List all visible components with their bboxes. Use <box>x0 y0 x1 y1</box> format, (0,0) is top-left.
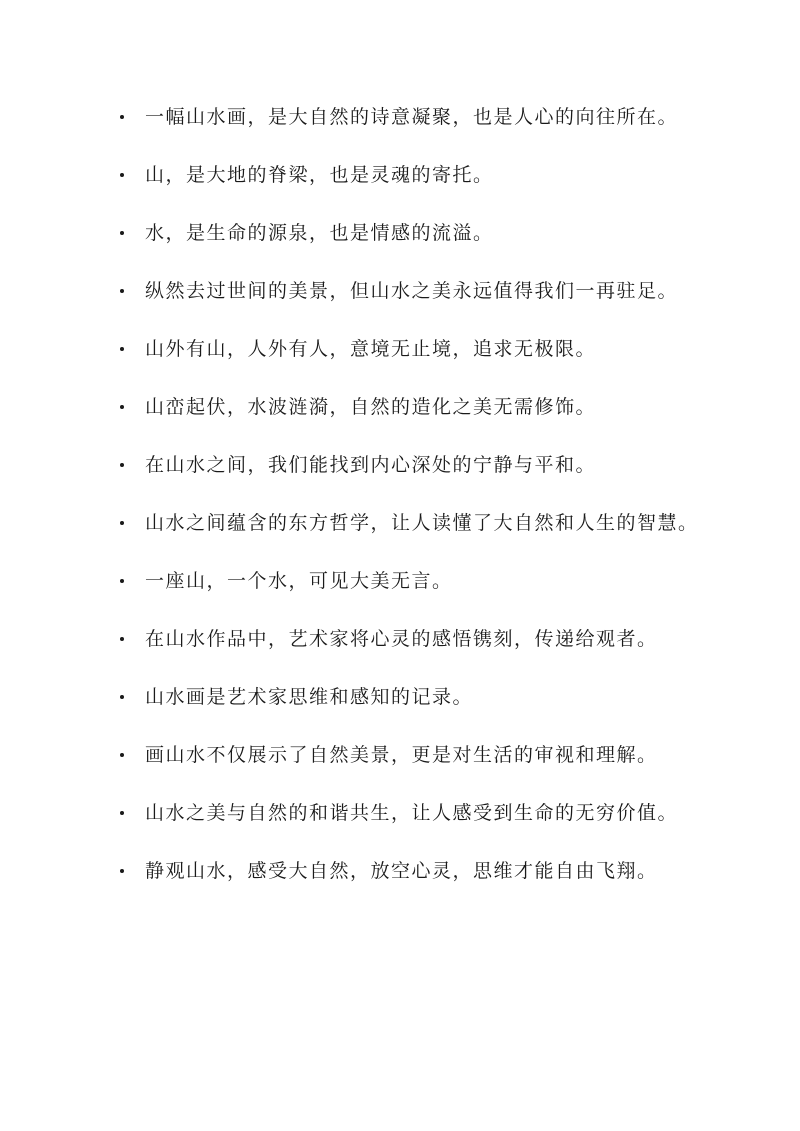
list-item <box>120 204 700 262</box>
list-item <box>120 262 700 320</box>
list-item <box>120 726 700 784</box>
list-item-text: 水，是生命的源泉，也是情感的流溢。 <box>145 222 494 244</box>
bullet-icon <box>120 869 124 873</box>
list-item-text: 山，是大地的脊梁，也是灵魂的寄托。 <box>145 164 494 186</box>
bullet-icon <box>120 579 124 583</box>
bullet-icon <box>120 463 124 467</box>
list-item-text: 一座山，一个水，可见大美无言。 <box>145 570 453 592</box>
list-item-text: 在山水之间，我们能找到内心深处的宁静与平和。 <box>145 454 597 476</box>
list-item <box>120 668 700 726</box>
bullet-icon <box>120 695 124 699</box>
list-item <box>120 610 700 668</box>
list-item-text: 山外有山，人外有人，意境无止境，追求无极限。 <box>145 338 597 360</box>
list-item <box>120 784 700 842</box>
list-item <box>120 88 700 146</box>
list-item-text: 山水之间蕴含的东方哲学，让人读懂了大自然和人生的智慧。 <box>145 512 699 534</box>
bullet-icon <box>120 753 124 757</box>
list-item-text: 山水画是艺术家思维和感知的记录。 <box>145 686 474 708</box>
bullet-icon <box>120 521 124 525</box>
bullet-icon <box>120 115 124 119</box>
list-item-text: 静观山水，感受大自然，放空心灵，思维才能自由飞翔。 <box>145 860 658 882</box>
quote-list <box>120 88 700 900</box>
bullet-icon <box>120 173 124 177</box>
bullet-icon <box>120 289 124 293</box>
bullet-icon <box>120 347 124 351</box>
list-item <box>120 494 700 552</box>
list-item-text: 山峦起伏，水波涟漪，自然的造化之美无需修饰。 <box>145 396 597 418</box>
list-item <box>120 842 700 900</box>
bullet-icon <box>120 405 124 409</box>
list-item <box>120 378 700 436</box>
list-item-text: 在山水作品中，艺术家将心灵的感悟镌刻，传递给观者。 <box>145 628 658 650</box>
list-item-text: 山水之美与自然的和谐共生，让人感受到生命的无穷价值。 <box>145 802 679 824</box>
list-item <box>120 552 700 610</box>
list-item <box>120 320 700 378</box>
list-item <box>120 146 700 204</box>
list-item-text: 画山水不仅展示了自然美景，更是对生活的审视和理解。 <box>145 744 658 766</box>
list-item-text: 一幅山水画，是大自然的诗意凝聚，也是人心的向往所在。 <box>145 106 679 128</box>
list-item <box>120 436 700 494</box>
list-item-text: 纵然去过世间的美景，但山水之美永远值得我们一再驻足。 <box>145 280 679 302</box>
bullet-icon <box>120 231 124 235</box>
bullet-icon <box>120 637 124 641</box>
bullet-icon <box>120 811 124 815</box>
